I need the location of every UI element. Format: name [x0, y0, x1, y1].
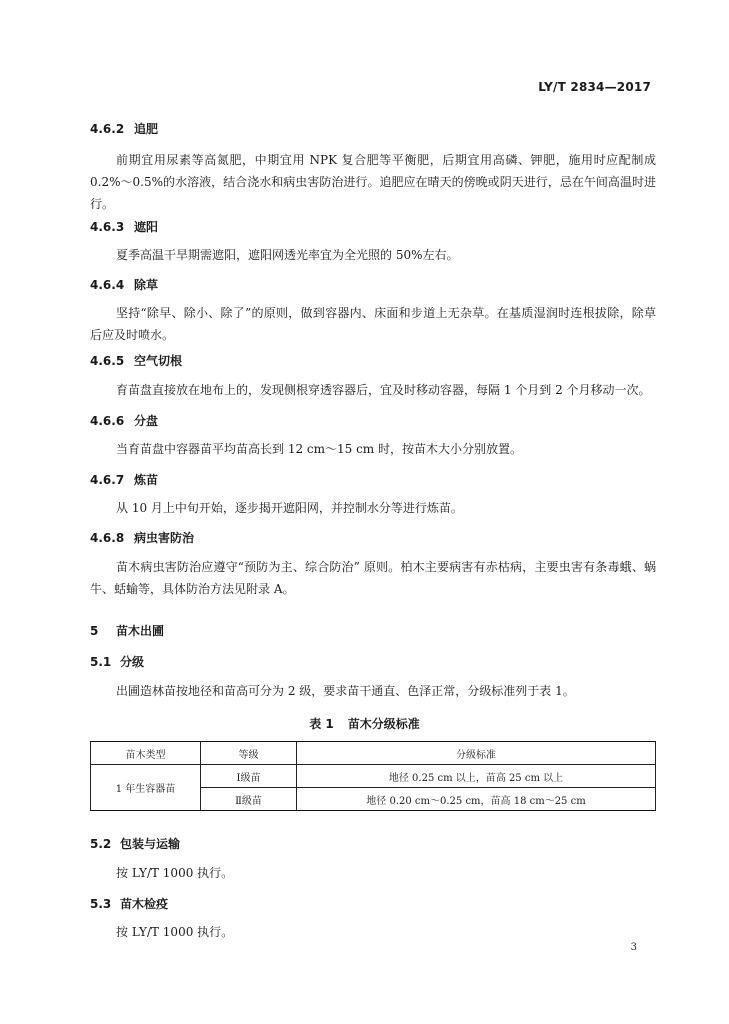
section-number: 4.6.7 [90, 473, 125, 487]
section-heading-4-6-3 [90, 219, 158, 235]
section-body-5-2: 按 LY/T 1000 执行。 [116, 866, 234, 880]
section-body-4-6-3: 夏季高温干旱期需遮阳，遮阳网透光率宜为全光照的 50%左右。 [116, 248, 459, 262]
section-title: 病虫害防治 [134, 531, 195, 545]
grading-table [90, 741, 656, 811]
section-title: 苗木出圃 [116, 624, 165, 638]
section-number: 4.6.4 [90, 278, 125, 292]
section-number: 4.6.5 [90, 354, 125, 368]
section-title: 分级 [120, 655, 145, 669]
cell-standard: 地径 0.20 cm～0.25 cm，苗高 18 cm～25 cm [297, 788, 656, 811]
section-body-4-6-2: 前期宜用尿素等高氮肥，中期宜用 NPK 复合肥等平衡肥，后期宜用高磷、钾肥，施用时应配制成 0.2%～0.5%的水溶液，结合浇水和病虫害防治进行。追肥应在晴天的傍晚或阴天进行，忌在午间高温时进行。 [90, 153, 656, 211]
table-title: 苗木分级标准 [347, 717, 420, 731]
section-heading-4-6-8 [90, 530, 194, 546]
section-heading-4-6-7 [90, 472, 158, 488]
header-standard: 分级标准 [297, 742, 656, 765]
header-grade: 等级 [201, 742, 297, 765]
section-number: 5 [90, 624, 99, 638]
section-heading-5 [90, 623, 164, 639]
section-number: 4.6.8 [90, 531, 125, 545]
standard-code: LY/T 2834—2017 [538, 80, 651, 94]
section-title: 包装与运输 [120, 837, 181, 851]
section-number: 5.1 [90, 655, 112, 669]
header-seedling-type: 苗木类型 [91, 742, 201, 765]
table-row [91, 765, 656, 788]
section-body-4-6-4: 坚持“除早、除小、除了”的原则，做到容器内、床面和步道上无杂草。在基质湿润时连根拔除，除草后应及时喷水。 [90, 306, 656, 342]
table-header-row [91, 742, 656, 765]
section-heading-5-1 [90, 654, 144, 670]
section-title: 遮阳 [134, 220, 159, 234]
cell-seedling-type: 1 年生容器苗 [91, 765, 201, 811]
section-body-5-3: 按 LY/T 1000 执行。 [116, 925, 234, 939]
section-body-4-6-6: 当育苗盘中容器苗平均苗高长到 12 cm～15 cm 时，按苗木大小分别放置。 [116, 442, 522, 456]
section-number: 4.6.2 [90, 122, 125, 136]
section-body-4-6-7: 从 10 月上中旬开始，逐步揭开遮阳网，并控制水分等进行炼苗。 [116, 501, 463, 515]
section-heading-4-6-2 [90, 121, 158, 137]
section-title: 追肥 [134, 122, 159, 136]
section-heading-4-6-4 [90, 277, 158, 293]
section-title: 苗木检疫 [120, 897, 169, 911]
section-number: 5.3 [90, 897, 112, 911]
table-caption [0, 715, 729, 732]
section-number: 5.2 [90, 837, 112, 851]
section-title: 炼苗 [134, 473, 159, 487]
section-heading-5-2 [90, 836, 180, 852]
cell-grade: Ⅱ级苗 [201, 788, 297, 811]
section-number: 4.6.3 [90, 220, 125, 234]
section-body-4-6-5: 育苗盘直接放在地布上的，发现侧根穿透容器后，宜及时移动容器，每隔 1 个月到 2 个月移动一次。 [116, 383, 651, 397]
section-number: 4.6.6 [90, 414, 125, 428]
cell-grade: Ⅰ级苗 [201, 765, 297, 788]
section-heading-4-6-5 [90, 353, 182, 369]
section-heading-5-3 [90, 896, 168, 912]
page-number: 3 [630, 942, 637, 953]
section-body-4-6-8: 苗木病虫害防治应遵守“预防为主、综合防治” 原则。柏木主要病害有赤枯病，主要虫害有条毒蛾、蜗牛、蛞蝓等，具体防治方法见附录 A。 [90, 560, 656, 596]
cell-standard: 地径 0.25 cm 以上，苗高 25 cm 以上 [297, 765, 656, 788]
table-number: 表 1 [309, 717, 334, 731]
section-title: 除草 [134, 278, 159, 292]
section-title: 分盘 [134, 414, 159, 428]
section-heading-4-6-6 [90, 413, 158, 429]
section-title: 空气切根 [134, 354, 183, 368]
section-body-5-1: 出圃造林苗按地径和苗高可分为 2 级，要求苗干通直、色泽正常，分级标准列于表 1。 [116, 684, 575, 698]
